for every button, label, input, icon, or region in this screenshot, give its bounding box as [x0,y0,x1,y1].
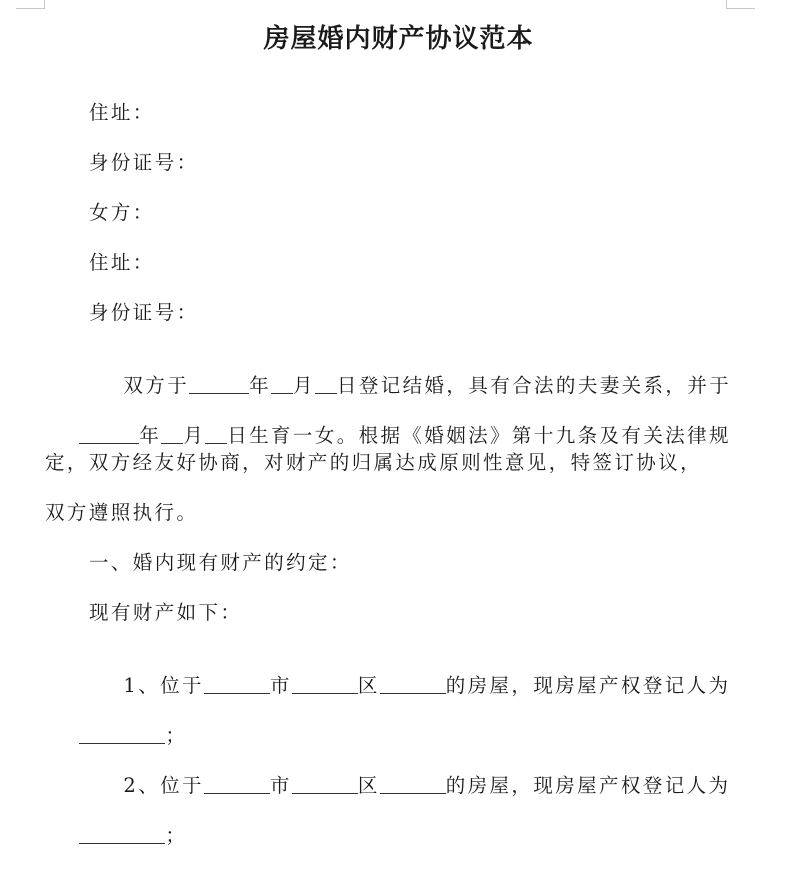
text-span: 市 [269,674,292,697]
blank-year [189,375,249,394]
blank-month [161,425,183,444]
text-span: 年 [139,424,162,447]
text-span: 双方于 [123,374,190,397]
text-span: 市 [269,774,292,797]
blank-location [380,675,446,694]
text-span: 日登记结婚，具有合法的夫妻关系，并于 [336,374,732,397]
address-line-2: 住址： [89,251,155,274]
blank-registrant [79,725,165,744]
text-span: 的房屋，现房屋产权登记人为 [445,774,731,797]
blank-month [271,375,293,394]
text-span: 1、位于 [123,674,204,697]
text-span: ； [165,824,188,847]
text-span: 区 [357,774,380,797]
paragraph-line-4: 双方遵照执行。 [45,501,199,524]
crop-mark-top-right [726,0,755,9]
text-span: 月 [293,374,315,397]
text-span: 2、位于 [123,774,204,797]
blank-district [292,775,358,794]
text-span: 年 [249,374,272,397]
blank-district [292,675,358,694]
existing-assets-line: 现有财产如下： [89,601,243,624]
blank-day [315,375,337,394]
address-line-1: 住址： [89,101,155,124]
woman-party-line: 女方： [89,201,155,224]
blank-registrant [79,825,165,844]
text-span: 的房屋，现房屋产权登记人为 [445,674,731,697]
text-span: 区 [357,674,380,697]
blank-city [204,675,270,694]
crop-mark-top-left [16,0,45,9]
document-title: 房屋婚内财产协议范本 [263,24,534,54]
blank-day [205,425,227,444]
id-number-line-2: 身份证号： [89,301,199,324]
blank-location [380,775,446,794]
section-heading-1: 一、婚内现有财产的约定： [89,551,352,574]
text-span: ； [165,724,188,747]
item-2-continuation [45,797,187,871]
paragraph-line-3: 定，双方经友好协商，对财产的归属达成原则性意见，特签订协议， [45,451,703,474]
text-span: 日生育一女。根据《婚姻法》第十九条及有关法律规 [227,424,731,447]
blank-year [79,425,139,444]
blank-city [204,775,270,794]
text-span: 月 [183,424,206,447]
id-number-line-1: 身份证号： [89,151,199,174]
